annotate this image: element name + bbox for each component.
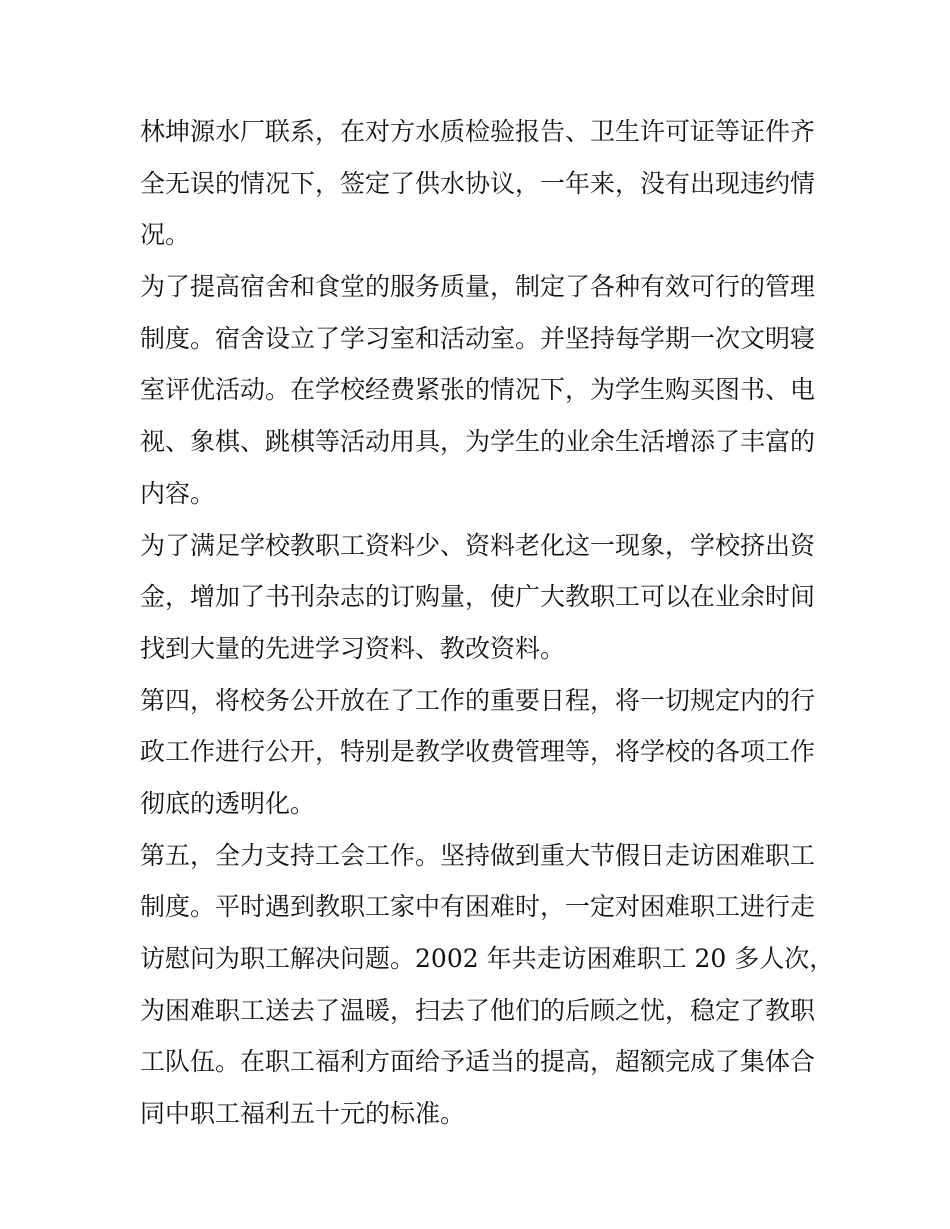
text-line: 为了满足学校教职工资料少、资料老化这一现象，学校挤出资 xyxy=(140,530,816,560)
text-line: 彻底的透明化。 xyxy=(140,788,316,818)
text-line: 室评优活动。在学校经费紧张的情况下，为学生购买图书、电 xyxy=(140,375,816,405)
text-line: 工队伍。在职工福利方面给予适当的提高，超额完成了集体合 xyxy=(140,1047,816,1077)
text-line: 金，增加了书刊杂志的订购量，使广大教职工可以在业余时间 xyxy=(140,582,816,612)
text-line: 为了提高宿舍和食堂的服务质量，制定了各种有效可行的管理 xyxy=(140,272,816,302)
text-line: 同中职工福利五十元的标准。 xyxy=(140,1099,466,1129)
text-line: 内容。 xyxy=(140,478,216,508)
text-line: 制度。宿舍设立了学习室和活动室。并坚持每学期一次文明寝 xyxy=(140,323,816,353)
text-line: 第五，全力支持工会工作。坚持做到重大节假日走访困难职工 xyxy=(140,840,816,870)
body-text xyxy=(140,106,835,1140)
text-line: 找到大量的先进学习资料、教改资料。 xyxy=(140,633,566,663)
text-line: 第四，将校务公开放在了工作的重要日程，将一切规定内的行 xyxy=(140,685,816,715)
text-line: 政工作进行公开，特别是教学收费管理等，将学校的各项工作 xyxy=(140,737,816,767)
text-line: 林坤源水厂联系，在对方水质检验报告、卫生许可证等证件齐 xyxy=(140,117,816,146)
text-line: 全无误的情况下，签定了供水协议，一年来，没有出现违约情 xyxy=(140,168,816,198)
text-line: 为困难职工送去了温暖，扫去了他们的后顾之忧，稳定了教职 xyxy=(140,995,816,1025)
text-line: 视、象棋、跳棋等活动用具，为学生的业余生活增添了丰富的 xyxy=(140,427,816,457)
text-line: 访慰问为职工解决问题。2002 年共走访困难职工 20 多人次， xyxy=(140,944,835,973)
text-line: 况。 xyxy=(140,220,191,250)
text-line: 制度。平时遇到教职工家中有困难时，一定对困难职工进行走 xyxy=(140,892,816,922)
